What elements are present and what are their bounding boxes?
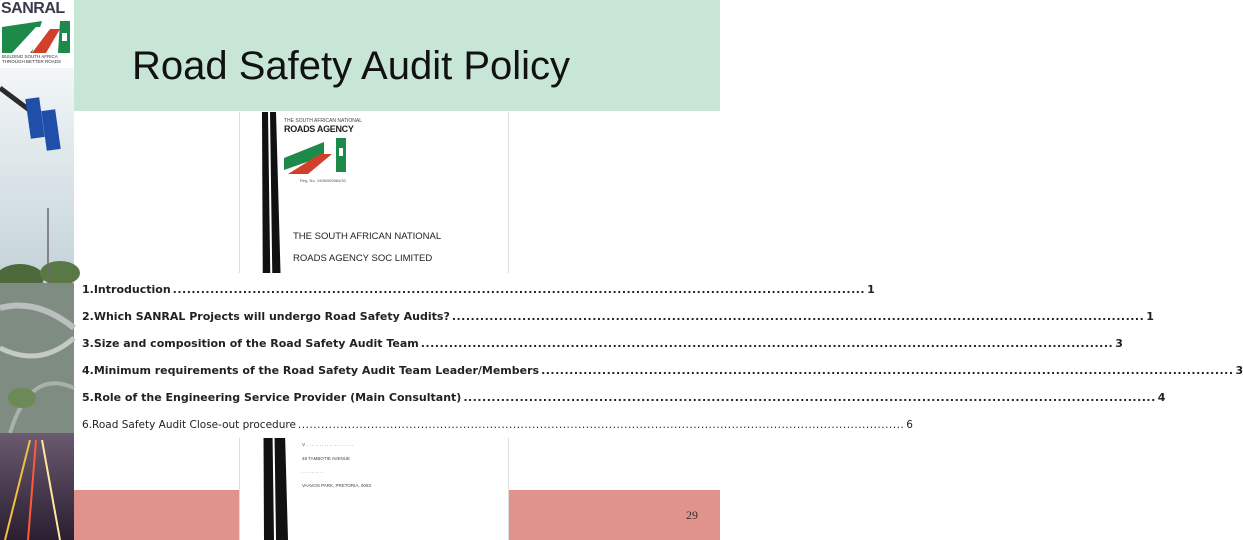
toc-number: 4. [82, 364, 94, 377]
toc-leader-dots: .............................................................................................................................................................. [297, 419, 905, 431]
toc-label: Size and composition of the Road Safety Audit Team [93, 337, 419, 350]
toc-leader-dots: .................................................................................................................................................... [420, 337, 1114, 350]
logo-wordmark: SANRAL [1, 0, 65, 17]
document-address-line: V. . . . . . . . . . . . . . . . . . . . [302, 442, 354, 447]
toc-leader-dots: .................................................................................................................................................... [172, 283, 866, 296]
left-sidebar-decoration [0, 0, 74, 540]
document-address-line: 48 TAMBOTIE AVENUE [302, 456, 351, 461]
highway-photo [0, 68, 74, 540]
document-address-line: . . . . . . . . . [302, 469, 324, 474]
toc-leader-dots: .................................................................................................................................................... [541, 364, 1234, 377]
toc-number: 3. [82, 337, 94, 350]
toc-page: 3 [1235, 364, 1243, 377]
logo-tagline [2, 54, 61, 64]
toc-label: Minimum requirements of the Road Safety Audit Team Leader/Members [93, 364, 540, 377]
toc-page: 6 [906, 419, 913, 431]
toc-item [82, 305, 1154, 323]
toc-number: 5. [82, 391, 94, 404]
toc-item [82, 413, 913, 431]
document-address-line: VAAVOS PARK, PRETORIA, 0083 [302, 483, 371, 488]
toc-label: Which SANRAL Projects will undergo Road Safety Audits? [93, 310, 450, 323]
toc-label: Introduction [93, 283, 171, 296]
document-logo-word: ROADS AGENCY [284, 124, 354, 134]
document-logo-subtext: Reg. No. 1998/009584/30 [300, 178, 346, 183]
document-logo-top: THE SOUTH AFRICAN NATIONAL [284, 118, 362, 124]
toc-page: 4 [1157, 391, 1166, 404]
toc-page: 1 [1146, 310, 1154, 323]
toc-number: 1. [82, 283, 94, 296]
document-heading-line1: THE SOUTH AFRICAN NATIONAL [293, 231, 442, 242]
toc-item [82, 386, 1166, 404]
toc-page: 1 [867, 283, 875, 296]
logo-tagline-line2: THROUGH BETTER ROADS [2, 59, 62, 64]
toc-leader-dots: .................................................................................................................................................... [451, 310, 1145, 323]
table-of-contents [82, 273, 1243, 438]
toc-item [82, 278, 875, 296]
slide-title: Road Safety Audit Policy [132, 44, 571, 88]
toc-label: Role of the Engineering Service Provider (Main Consultant) [93, 391, 462, 404]
toc-number: 6. [82, 419, 93, 431]
sanral-logo [0, 0, 74, 68]
slide-page-number: 29 [686, 508, 698, 522]
toc-item [82, 332, 1123, 350]
toc-item [82, 359, 1243, 377]
sanral-road-logo-icon [2, 19, 70, 53]
document-heading-line2: ROADS AGENCY SOC LIMITED [293, 253, 433, 264]
logo-tagline-line1: BUILDING SOUTH AFRICA [2, 54, 58, 59]
toc-page: 3 [1115, 337, 1123, 350]
toc-label: Road Safety Audit Close-out procedure [92, 419, 296, 431]
toc-leader-dots: .................................................................................................................................................... [463, 391, 1156, 404]
toc-number: 2. [82, 310, 94, 323]
document-logo-icon [284, 136, 354, 174]
